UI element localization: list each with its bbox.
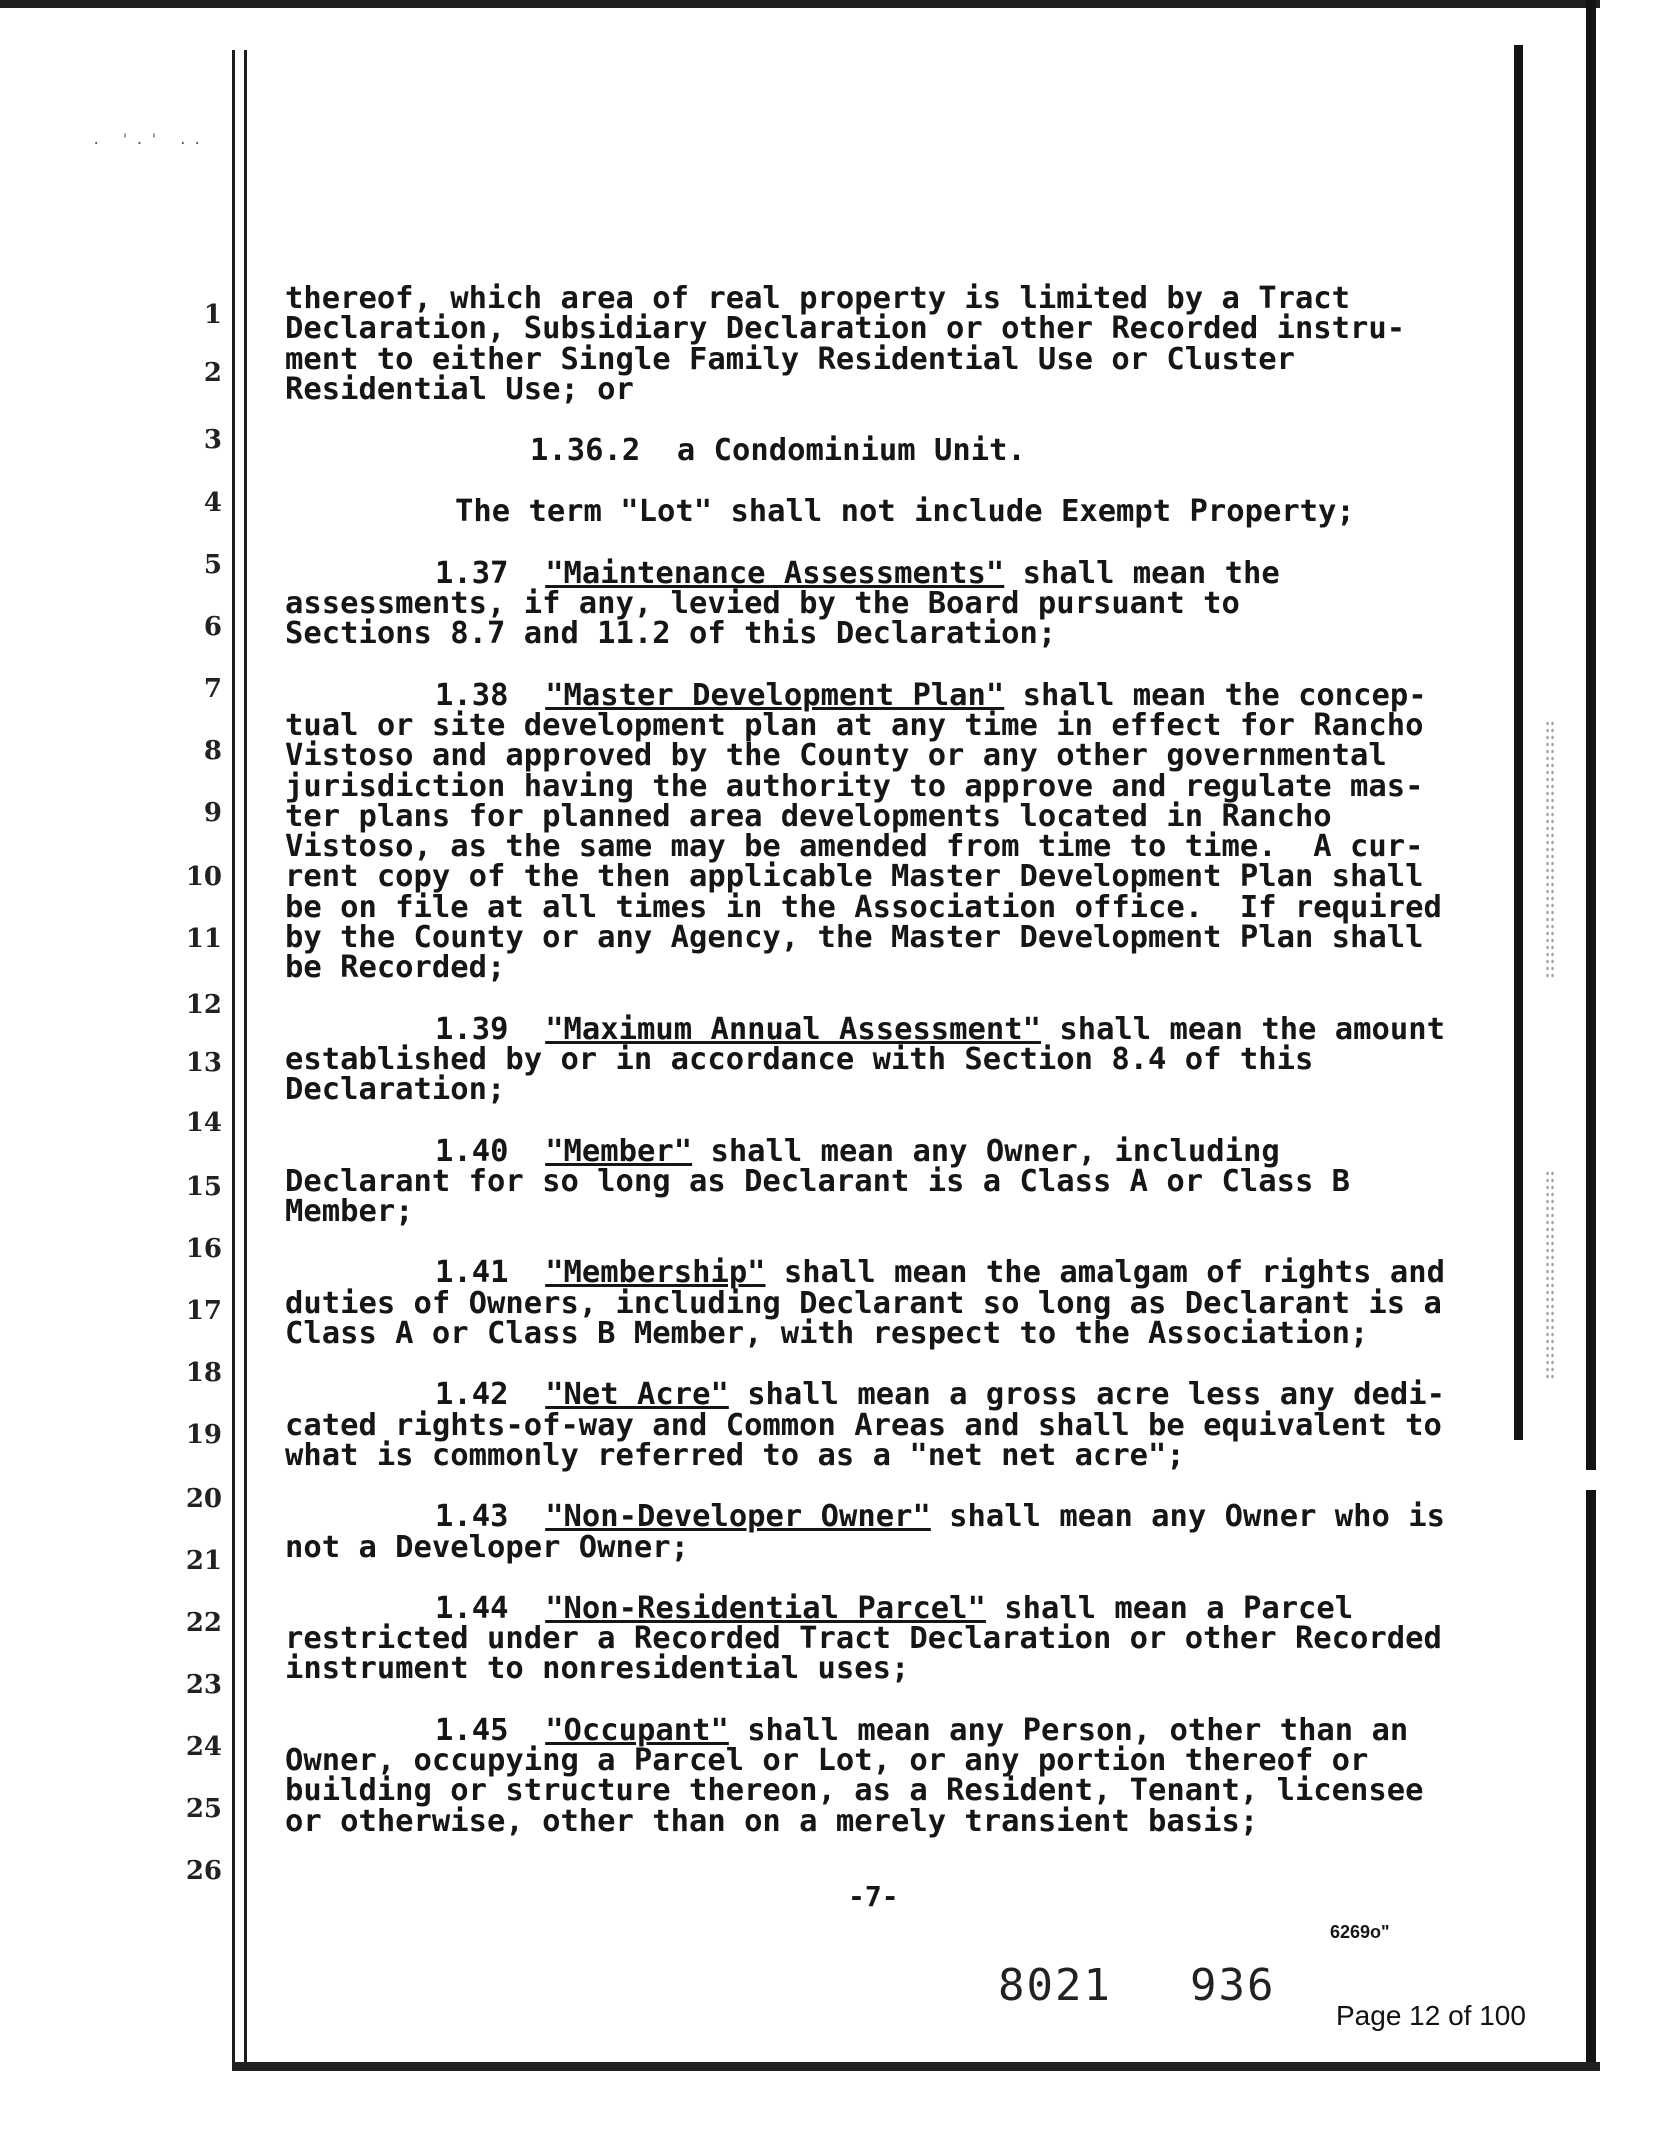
definition-1-39: 1.39 "Maximum Annual Assessment" shall mean the amount established by or in accordance with Section 8.4 of this Declaration; — [285, 1011, 1445, 1108]
line-number: 4 — [203, 488, 222, 518]
line-number: 21 — [185, 1546, 222, 1576]
line-number: 23 — [185, 1670, 222, 1700]
record-page-number: 936 — [1190, 1960, 1276, 2011]
line-number: 24 — [185, 1732, 222, 1762]
line-number: 5 — [203, 550, 222, 580]
defined-term: "Non-Residential Parcel" — [545, 1590, 986, 1626]
line-number: 17 — [185, 1296, 222, 1326]
edge-bar-right-lower — [1586, 1490, 1596, 2070]
defined-term: "Membership" — [545, 1255, 766, 1291]
definition-1-40: 1.40 "Member" shall mean any Owner, including Declarant for so long as Declarant is a Class A or Class B Member; — [285, 1133, 1351, 1230]
scan-bottom-border — [232, 2062, 1600, 2071]
margin-rule-left — [232, 50, 235, 2065]
line-number: 9 — [203, 798, 222, 828]
definition-1-45: 1.45 "Occupant" shall mean any Person, other than an Owner, occupying a Parcel or Lot, or any portion thereof or building or structure thereon, as a Resident, Tenant, licensee or otherwise, other than on a merely transient basis; — [285, 1712, 1424, 1839]
page-count: Page 12 of 100 — [1336, 2000, 1526, 2031]
document-code: 6269o" — [1330, 1922, 1390, 1942]
line-number: 13 — [185, 1048, 222, 1078]
definition-1-38: 1.38 "Master Development Plan" shall mean the concep- tual or site development plan at any time in effect for Rancho Vistoso and approved by the County or any other governmental jurisdiction having the authority to approve and regulate mas- ter plans for planned area developments located in Rancho Vistoso, as the same may be amended from time to time. A cur- rent copy of the then applicable Master Development Plan shall be on file at all times in the Association office. If required by the County or any Agency, the Master Development Plan shall be Recorded; — [285, 677, 1442, 986]
edge-bar-right-upper — [1586, 0, 1596, 1470]
line-number: 15 — [185, 1172, 222, 1202]
subsection-1-36-2: 1.36.2 a Condominium Unit. — [530, 433, 1026, 469]
defined-term: "Non-Developer Owner" — [545, 1499, 931, 1535]
scan-marks: . '.' .. — [92, 132, 208, 148]
defined-term: "Maximum Annual Assessment" — [545, 1011, 1041, 1047]
line-number: 7 — [203, 674, 222, 704]
defined-term: "Member" — [545, 1133, 693, 1169]
lot-exclusion-note: The term "Lot" shall not include Exempt Property; — [455, 494, 1355, 530]
line-number: 8 — [203, 736, 222, 766]
defined-term: "Net Acre" — [545, 1377, 729, 1413]
margin-rule-left-inner — [244, 50, 247, 2065]
scan-speckle — [1545, 1170, 1555, 1380]
line-number: 11 — [185, 924, 222, 954]
document-body — [285, 281, 1485, 1868]
line-number: 12 — [185, 990, 222, 1020]
line-number: 16 — [185, 1234, 222, 1264]
definition-1-43: 1.43 "Non-Developer Owner" shall mean any Owner who is not a Developer Owner; — [285, 1499, 1445, 1565]
line-number: 19 — [185, 1420, 222, 1450]
scan-speckle — [1545, 720, 1555, 980]
defined-term: "Maintenance Assessments" — [545, 555, 1005, 591]
line-number: 1 — [203, 300, 222, 330]
paragraph-continuation: thereof, which area of real property is limited by a Tract Declaration, Subsidiary Declaration or other Recorded instru- ment to either Single Family Residential Use or Cluster Residential Use; or — [285, 281, 1406, 407]
line-number: 25 — [185, 1794, 222, 1824]
line-number: 10 — [185, 862, 222, 892]
line-number: 22 — [185, 1608, 222, 1638]
definition-1-37: 1.37 "Maintenance Assessments" shall mean the assessments, if any, levied by the Board pursuant to Sections 8.7 and 11.2 of this Declaration; — [285, 555, 1280, 652]
line-number: 26 — [185, 1856, 222, 1886]
definition-1-44: 1.44 "Non-Residential Parcel" shall mean a Parcel restricted under a Recorded Tract Declaration or other Recorded instrument to nonresidential uses; — [285, 1590, 1442, 1687]
defined-term: "Master Development Plan" — [545, 677, 1005, 713]
line-number: 20 — [185, 1484, 222, 1514]
definition-1-42: 1.42 "Net Acre" shall mean a gross acre less any dedi- cated rights-of-way and Common Areas and shall be equivalent to what is commonly referred to as a "net net acre"; — [285, 1377, 1445, 1473]
line-number: 6 — [203, 612, 222, 642]
scan-top-border — [0, 0, 1600, 8]
margin-rule-right — [1514, 45, 1523, 1440]
line-number: 3 — [203, 425, 222, 455]
book-number: 8021 — [998, 1960, 1112, 2011]
page-number: -7- — [848, 1880, 899, 1913]
line-number: 18 — [185, 1358, 222, 1388]
definition-1-41: 1.41 "Membership" shall mean the amalgam of rights and duties of Owners, including Declarant so long as Declarant is a Class A or Class B Member, with respect to the Association; — [285, 1255, 1445, 1352]
defined-term: "Occupant" — [545, 1712, 729, 1748]
line-number: 14 — [185, 1108, 222, 1138]
line-number: 2 — [203, 358, 222, 388]
